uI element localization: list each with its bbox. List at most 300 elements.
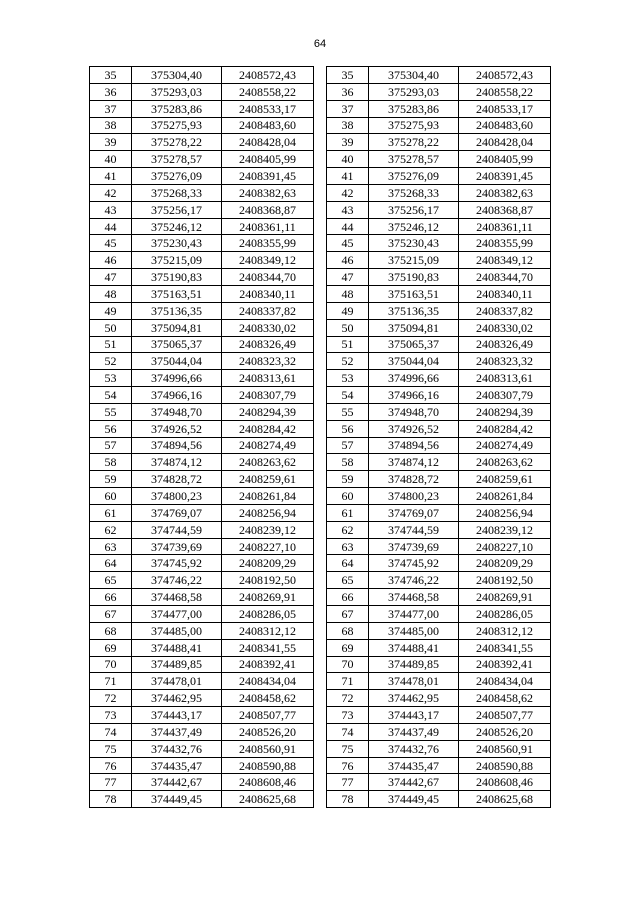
y-coordinate-cell: 2408274,49 (459, 437, 551, 454)
y-coordinate-cell: 2408428,04 (222, 134, 314, 151)
table-row (90, 555, 314, 572)
point-number-cell: 75 (90, 740, 132, 757)
table-row (90, 521, 314, 538)
point-number-cell: 56 (90, 420, 132, 437)
y-coordinate-cell: 2408344,70 (459, 269, 551, 286)
table-row (327, 151, 551, 168)
x-coordinate-cell: 375246,12 (132, 218, 222, 235)
x-coordinate-cell: 374800,23 (369, 488, 459, 505)
x-coordinate-cell: 374828,72 (369, 471, 459, 488)
table-row (327, 707, 551, 724)
table-row (327, 757, 551, 774)
point-number-cell: 57 (90, 437, 132, 454)
point-number-cell: 52 (327, 353, 369, 370)
x-coordinate-cell: 374462,95 (132, 690, 222, 707)
x-coordinate-cell: 374468,58 (369, 589, 459, 606)
point-number-cell: 76 (327, 757, 369, 774)
table-row (327, 134, 551, 151)
table-row (90, 673, 314, 690)
y-coordinate-cell: 2408560,91 (459, 740, 551, 757)
x-coordinate-cell: 375283,86 (369, 100, 459, 117)
x-coordinate-cell: 375293,03 (132, 83, 222, 100)
point-number-cell: 35 (327, 67, 369, 84)
y-coordinate-cell: 2408209,29 (459, 555, 551, 572)
point-number-cell: 65 (90, 572, 132, 589)
y-coordinate-cell: 2408269,91 (459, 589, 551, 606)
point-number-cell: 65 (327, 572, 369, 589)
table-row (90, 774, 314, 791)
y-coordinate-cell: 2408355,99 (222, 235, 314, 252)
table-row (90, 723, 314, 740)
y-coordinate-cell: 2408361,11 (222, 218, 314, 235)
y-coordinate-cell: 2408192,50 (459, 572, 551, 589)
point-number-cell: 45 (90, 235, 132, 252)
x-coordinate-cell: 375230,43 (132, 235, 222, 252)
x-coordinate-cell: 375278,57 (369, 151, 459, 168)
table-row (90, 235, 314, 252)
table-row (327, 488, 551, 505)
point-number-cell: 46 (327, 252, 369, 269)
table-row (90, 690, 314, 707)
x-coordinate-cell: 374432,76 (132, 740, 222, 757)
y-coordinate-cell: 2408227,10 (222, 538, 314, 555)
x-coordinate-cell: 375065,37 (132, 336, 222, 353)
table-row (90, 218, 314, 235)
y-coordinate-cell: 2408458,62 (222, 690, 314, 707)
table-row (90, 201, 314, 218)
y-coordinate-cell: 2408392,41 (459, 656, 551, 673)
y-coordinate-cell: 2408391,45 (459, 168, 551, 185)
table-row (90, 622, 314, 639)
table-row (327, 83, 551, 100)
x-coordinate-cell: 375278,22 (132, 134, 222, 151)
y-coordinate-cell: 2408405,99 (459, 151, 551, 168)
table-row (327, 740, 551, 757)
table-row (90, 117, 314, 134)
x-coordinate-cell: 374489,85 (369, 656, 459, 673)
table-body (90, 67, 314, 808)
point-number-cell: 39 (327, 134, 369, 151)
table-row (90, 656, 314, 673)
y-coordinate-cell: 2408256,94 (459, 504, 551, 521)
table-row (90, 134, 314, 151)
point-number-cell: 77 (90, 774, 132, 791)
y-coordinate-cell: 2408313,61 (459, 370, 551, 387)
y-coordinate-cell: 2408259,61 (222, 471, 314, 488)
point-number-cell: 46 (90, 252, 132, 269)
point-number-cell: 58 (90, 454, 132, 471)
point-number-cell: 75 (327, 740, 369, 757)
y-coordinate-cell: 2408256,94 (222, 504, 314, 521)
point-number-cell: 64 (327, 555, 369, 572)
point-number-cell: 74 (90, 723, 132, 740)
coordinates-table-right (326, 66, 551, 808)
y-coordinate-cell: 2408239,12 (222, 521, 314, 538)
y-coordinate-cell: 2408458,62 (459, 690, 551, 707)
y-coordinate-cell: 2408590,88 (222, 757, 314, 774)
table-row (327, 168, 551, 185)
point-number-cell: 53 (327, 370, 369, 387)
x-coordinate-cell: 375190,83 (132, 269, 222, 286)
y-coordinate-cell: 2408560,91 (222, 740, 314, 757)
x-coordinate-cell: 375246,12 (369, 218, 459, 235)
x-coordinate-cell: 374745,92 (132, 555, 222, 572)
y-coordinate-cell: 2408608,46 (459, 774, 551, 791)
point-number-cell: 71 (90, 673, 132, 690)
point-number-cell: 78 (327, 791, 369, 808)
x-coordinate-cell: 374477,00 (369, 606, 459, 623)
x-coordinate-cell: 375293,03 (369, 83, 459, 100)
point-number-cell: 55 (327, 403, 369, 420)
y-coordinate-cell: 2408526,20 (459, 723, 551, 740)
y-coordinate-cell: 2408340,11 (222, 285, 314, 302)
table-row (327, 504, 551, 521)
x-coordinate-cell: 374874,12 (132, 454, 222, 471)
table-row (90, 757, 314, 774)
y-coordinate-cell: 2408405,99 (222, 151, 314, 168)
x-coordinate-cell: 375256,17 (132, 201, 222, 218)
y-coordinate-cell: 2408608,46 (222, 774, 314, 791)
table-row (327, 302, 551, 319)
y-coordinate-cell: 2408263,62 (459, 454, 551, 471)
x-coordinate-cell: 375136,35 (369, 302, 459, 319)
x-coordinate-cell: 375276,09 (369, 168, 459, 185)
x-coordinate-cell: 375094,81 (369, 319, 459, 336)
x-coordinate-cell: 375215,09 (132, 252, 222, 269)
x-coordinate-cell: 374966,16 (369, 387, 459, 404)
table-row (90, 707, 314, 724)
y-coordinate-cell: 2408323,32 (459, 353, 551, 370)
y-coordinate-cell: 2408483,60 (222, 117, 314, 134)
y-coordinate-cell: 2408368,87 (222, 201, 314, 218)
x-coordinate-cell: 374432,76 (369, 740, 459, 757)
point-number-cell: 62 (327, 521, 369, 538)
point-number-cell: 70 (90, 656, 132, 673)
point-number-cell: 55 (90, 403, 132, 420)
point-number-cell: 60 (90, 488, 132, 505)
point-number-cell: 73 (327, 707, 369, 724)
table-row (327, 521, 551, 538)
table-row (90, 319, 314, 336)
y-coordinate-cell: 2408312,12 (222, 622, 314, 639)
point-number-cell: 72 (90, 690, 132, 707)
x-coordinate-cell: 374739,69 (369, 538, 459, 555)
y-coordinate-cell: 2408558,22 (459, 83, 551, 100)
x-coordinate-cell: 374437,49 (369, 723, 459, 740)
point-number-cell: 49 (327, 302, 369, 319)
y-coordinate-cell: 2408361,11 (459, 218, 551, 235)
x-coordinate-cell: 374477,00 (132, 606, 222, 623)
table-row (327, 218, 551, 235)
y-coordinate-cell: 2408572,43 (459, 67, 551, 84)
point-number-cell: 59 (90, 471, 132, 488)
table-row (327, 370, 551, 387)
table-row (327, 690, 551, 707)
y-coordinate-cell: 2408326,49 (222, 336, 314, 353)
table-row (90, 302, 314, 319)
point-number-cell: 37 (90, 100, 132, 117)
x-coordinate-cell: 374462,95 (369, 690, 459, 707)
table-row (327, 572, 551, 589)
y-coordinate-cell: 2408572,43 (222, 67, 314, 84)
table-row (327, 471, 551, 488)
y-coordinate-cell: 2408392,41 (222, 656, 314, 673)
point-number-cell: 74 (327, 723, 369, 740)
x-coordinate-cell: 374435,47 (132, 757, 222, 774)
x-coordinate-cell: 375275,93 (132, 117, 222, 134)
table-row (327, 639, 551, 656)
point-number-cell: 38 (90, 117, 132, 134)
y-coordinate-cell: 2408192,50 (222, 572, 314, 589)
table-row (327, 622, 551, 639)
table-row (90, 639, 314, 656)
x-coordinate-cell: 374746,22 (369, 572, 459, 589)
x-coordinate-cell: 375044,04 (132, 353, 222, 370)
point-number-cell: 48 (327, 285, 369, 302)
y-coordinate-cell: 2408269,91 (222, 589, 314, 606)
table-row (90, 353, 314, 370)
x-coordinate-cell: 374435,47 (369, 757, 459, 774)
point-number-cell: 59 (327, 471, 369, 488)
x-coordinate-cell: 374746,22 (132, 572, 222, 589)
table-row (90, 269, 314, 286)
table-row (90, 336, 314, 353)
point-number-cell: 49 (90, 302, 132, 319)
table-row (327, 723, 551, 740)
table-row (90, 504, 314, 521)
y-coordinate-cell: 2408330,02 (459, 319, 551, 336)
point-number-cell: 40 (327, 151, 369, 168)
x-coordinate-cell: 374478,01 (369, 673, 459, 690)
x-coordinate-cell: 374449,45 (369, 791, 459, 808)
x-coordinate-cell: 375268,33 (132, 184, 222, 201)
point-number-cell: 39 (90, 134, 132, 151)
x-coordinate-cell: 375278,22 (369, 134, 459, 151)
table-row (327, 252, 551, 269)
point-number-cell: 42 (327, 184, 369, 201)
y-coordinate-cell: 2408625,68 (459, 791, 551, 808)
y-coordinate-cell: 2408261,84 (222, 488, 314, 505)
x-coordinate-cell: 374828,72 (132, 471, 222, 488)
point-number-cell: 42 (90, 184, 132, 201)
x-coordinate-cell: 374926,52 (369, 420, 459, 437)
point-number-cell: 47 (90, 269, 132, 286)
x-coordinate-cell: 375276,09 (132, 168, 222, 185)
point-number-cell: 51 (90, 336, 132, 353)
point-number-cell: 50 (327, 319, 369, 336)
point-number-cell: 44 (90, 218, 132, 235)
point-number-cell: 40 (90, 151, 132, 168)
y-coordinate-cell: 2408239,12 (459, 521, 551, 538)
y-coordinate-cell: 2408341,55 (459, 639, 551, 656)
point-number-cell: 57 (327, 437, 369, 454)
table-row (90, 184, 314, 201)
x-coordinate-cell: 375275,93 (369, 117, 459, 134)
x-coordinate-cell: 374926,52 (132, 420, 222, 437)
x-coordinate-cell: 374744,59 (132, 521, 222, 538)
x-coordinate-cell: 374443,17 (369, 707, 459, 724)
y-coordinate-cell: 2408349,12 (459, 252, 551, 269)
point-number-cell: 68 (327, 622, 369, 639)
y-coordinate-cell: 2408355,99 (459, 235, 551, 252)
table-row (327, 387, 551, 404)
point-number-cell: 45 (327, 235, 369, 252)
table-row (327, 437, 551, 454)
table-row (327, 201, 551, 218)
table-row (327, 117, 551, 134)
table-row (90, 471, 314, 488)
point-number-cell: 61 (90, 504, 132, 521)
table-row (90, 437, 314, 454)
y-coordinate-cell: 2408483,60 (459, 117, 551, 134)
table-row (327, 184, 551, 201)
point-number-cell: 43 (327, 201, 369, 218)
y-coordinate-cell: 2408284,42 (222, 420, 314, 437)
point-number-cell: 66 (90, 589, 132, 606)
y-coordinate-cell: 2408368,87 (459, 201, 551, 218)
x-coordinate-cell: 375044,04 (369, 353, 459, 370)
point-number-cell: 66 (327, 589, 369, 606)
point-number-cell: 67 (327, 606, 369, 623)
point-number-cell: 36 (90, 83, 132, 100)
x-coordinate-cell: 375190,83 (369, 269, 459, 286)
point-number-cell: 37 (327, 100, 369, 117)
point-number-cell: 73 (90, 707, 132, 724)
y-coordinate-cell: 2408590,88 (459, 757, 551, 774)
point-number-cell: 62 (90, 521, 132, 538)
x-coordinate-cell: 374769,07 (369, 504, 459, 521)
y-coordinate-cell: 2408340,11 (459, 285, 551, 302)
x-coordinate-cell: 374744,59 (369, 521, 459, 538)
x-coordinate-cell: 375163,51 (132, 285, 222, 302)
y-coordinate-cell: 2408434,04 (222, 673, 314, 690)
table-row (327, 403, 551, 420)
table-row (90, 83, 314, 100)
point-number-cell: 58 (327, 454, 369, 471)
x-coordinate-cell: 374996,66 (369, 370, 459, 387)
table-row (327, 673, 551, 690)
table-row (90, 420, 314, 437)
y-coordinate-cell: 2408337,82 (222, 302, 314, 319)
table-row (90, 488, 314, 505)
y-coordinate-cell: 2408341,55 (222, 639, 314, 656)
point-number-cell: 50 (90, 319, 132, 336)
point-number-cell: 60 (327, 488, 369, 505)
x-coordinate-cell: 374485,00 (369, 622, 459, 639)
point-number-cell: 67 (90, 606, 132, 623)
table-row (327, 791, 551, 808)
table-row (327, 420, 551, 437)
x-coordinate-cell: 374489,85 (132, 656, 222, 673)
x-coordinate-cell: 375065,37 (369, 336, 459, 353)
y-coordinate-cell: 2408349,12 (222, 252, 314, 269)
y-coordinate-cell: 2408533,17 (459, 100, 551, 117)
y-coordinate-cell: 2408284,42 (459, 420, 551, 437)
x-coordinate-cell: 374996,66 (132, 370, 222, 387)
x-coordinate-cell: 374449,45 (132, 791, 222, 808)
table-row (90, 100, 314, 117)
x-coordinate-cell: 374468,58 (132, 589, 222, 606)
point-number-cell: 52 (90, 353, 132, 370)
x-coordinate-cell: 374745,92 (369, 555, 459, 572)
table-row (90, 740, 314, 757)
point-number-cell: 63 (327, 538, 369, 555)
table-row (90, 252, 314, 269)
y-coordinate-cell: 2408330,02 (222, 319, 314, 336)
y-coordinate-cell: 2408625,68 (222, 791, 314, 808)
table-row (327, 555, 551, 572)
x-coordinate-cell: 375268,33 (369, 184, 459, 201)
x-coordinate-cell: 374800,23 (132, 488, 222, 505)
table-row (327, 235, 551, 252)
y-coordinate-cell: 2408286,05 (459, 606, 551, 623)
table-row (90, 168, 314, 185)
table-row (327, 353, 551, 370)
y-coordinate-cell: 2408533,17 (222, 100, 314, 117)
table-row (327, 269, 551, 286)
table-row (90, 387, 314, 404)
y-coordinate-cell: 2408294,39 (459, 403, 551, 420)
point-number-cell: 54 (327, 387, 369, 404)
point-number-cell: 47 (327, 269, 369, 286)
x-coordinate-cell: 374966,16 (132, 387, 222, 404)
y-coordinate-cell: 2408337,82 (459, 302, 551, 319)
table-body (327, 67, 551, 808)
y-coordinate-cell: 2408382,63 (459, 184, 551, 201)
coordinates-table-left (89, 66, 314, 808)
x-coordinate-cell: 375304,40 (369, 67, 459, 84)
point-number-cell: 51 (327, 336, 369, 353)
x-coordinate-cell: 374894,56 (132, 437, 222, 454)
y-coordinate-cell: 2408507,77 (459, 707, 551, 724)
table-row (327, 656, 551, 673)
table-row (90, 589, 314, 606)
y-coordinate-cell: 2408344,70 (222, 269, 314, 286)
point-number-cell: 69 (327, 639, 369, 656)
y-coordinate-cell: 2408294,39 (222, 403, 314, 420)
y-coordinate-cell: 2408326,49 (459, 336, 551, 353)
x-coordinate-cell: 374442,67 (132, 774, 222, 791)
table-row (327, 454, 551, 471)
y-coordinate-cell: 2408434,04 (459, 673, 551, 690)
table-row (327, 67, 551, 84)
y-coordinate-cell: 2408259,61 (459, 471, 551, 488)
page-number: 64 (313, 38, 327, 50)
point-number-cell: 72 (327, 690, 369, 707)
point-number-cell: 76 (90, 757, 132, 774)
point-number-cell: 53 (90, 370, 132, 387)
table-row (90, 791, 314, 808)
point-number-cell: 70 (327, 656, 369, 673)
table-row (90, 403, 314, 420)
y-coordinate-cell: 2408274,49 (222, 437, 314, 454)
table-row (90, 454, 314, 471)
x-coordinate-cell: 375136,35 (132, 302, 222, 319)
x-coordinate-cell: 374488,41 (132, 639, 222, 656)
y-coordinate-cell: 2408507,77 (222, 707, 314, 724)
table-row (327, 336, 551, 353)
table-row (90, 67, 314, 84)
x-coordinate-cell: 375256,17 (369, 201, 459, 218)
table-row (90, 538, 314, 555)
table-row (90, 370, 314, 387)
x-coordinate-cell: 374478,01 (132, 673, 222, 690)
y-coordinate-cell: 2408312,12 (459, 622, 551, 639)
x-coordinate-cell: 375283,86 (132, 100, 222, 117)
table-row (327, 285, 551, 302)
point-number-cell: 71 (327, 673, 369, 690)
x-coordinate-cell: 374894,56 (369, 437, 459, 454)
